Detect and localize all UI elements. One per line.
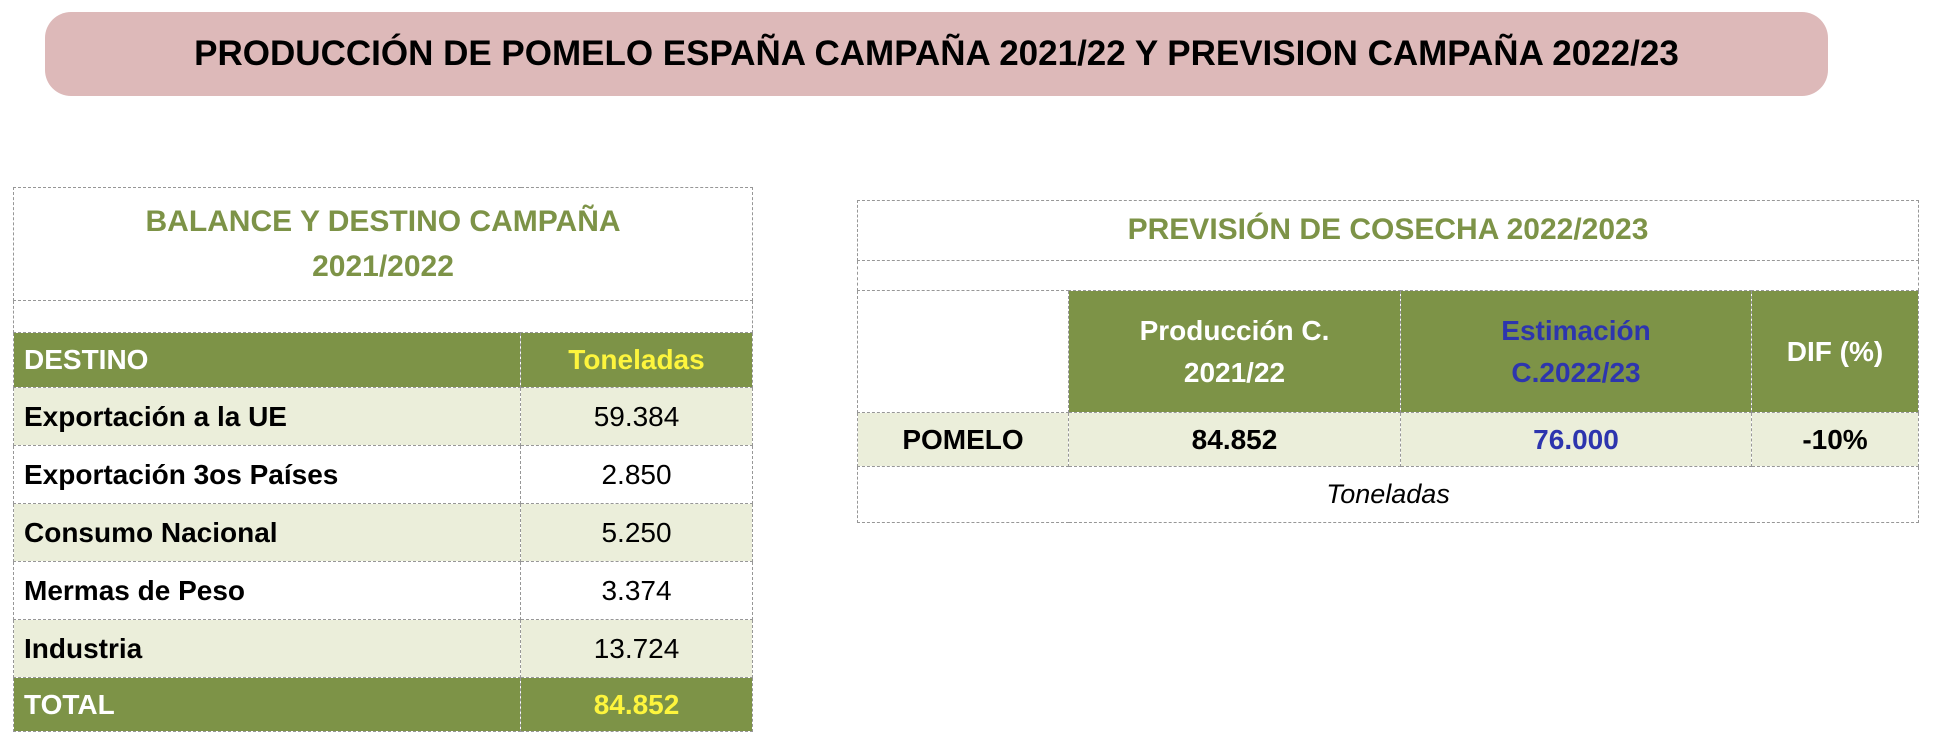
balance-header-row bbox=[14, 333, 753, 388]
row-value: 3.374 bbox=[521, 562, 753, 620]
row-label: Exportación a la UE bbox=[14, 388, 521, 446]
title-banner bbox=[45, 12, 1828, 96]
table-row bbox=[14, 388, 753, 446]
table-row bbox=[14, 620, 753, 678]
col-header-dif: DIF (%) bbox=[1752, 291, 1919, 413]
row-label: Consumo Nacional bbox=[14, 504, 521, 562]
produccion-value: 84.852 bbox=[1069, 413, 1401, 467]
row-label: Mermas de Peso bbox=[14, 562, 521, 620]
forecast-data-row bbox=[858, 413, 1919, 467]
row-value: 13.724 bbox=[521, 620, 753, 678]
total-value: 84.852 bbox=[521, 678, 753, 732]
table-row bbox=[14, 504, 753, 562]
balance-table bbox=[13, 187, 753, 732]
estimacion-header-line1: Estimación bbox=[1501, 314, 1651, 346]
page-title: PRODUCCIÓN DE POMELO ESPAÑA CAMPAÑA 2021/22 Y PREVISION CAMPAÑA 2022/23 bbox=[194, 34, 1679, 73]
col-header-toneladas: Toneladas bbox=[521, 333, 753, 388]
estimacion-value: 76.000 bbox=[1401, 413, 1752, 467]
balance-total-row bbox=[14, 678, 753, 732]
product-label: POMELO bbox=[858, 413, 1069, 467]
estimacion-header-line2: C.2022/23 bbox=[1511, 356, 1641, 388]
forecast-header-row bbox=[858, 291, 1919, 413]
balance-title-line1: BALANCE Y DESTINO CAMPAÑA bbox=[145, 205, 621, 238]
produccion-header-line1: Producción C. bbox=[1139, 314, 1330, 346]
col-header-produccion bbox=[1069, 291, 1401, 413]
forecast-spacer-row bbox=[858, 261, 1919, 291]
forecast-footer-row bbox=[858, 467, 1919, 523]
forecast-title-row bbox=[858, 201, 1919, 261]
balance-spacer-row bbox=[14, 301, 753, 333]
balance-title-row bbox=[14, 188, 753, 301]
col-header-estimacion bbox=[1401, 291, 1752, 413]
forecast-table bbox=[857, 200, 1919, 523]
col-header-blank bbox=[858, 291, 1069, 413]
row-label: Industria bbox=[14, 620, 521, 678]
row-label: Exportación 3os Países bbox=[14, 446, 521, 504]
table-row bbox=[14, 562, 753, 620]
row-value: 5.250 bbox=[521, 504, 753, 562]
produccion-header-line2: 2021/22 bbox=[1183, 356, 1286, 388]
row-value: 59.384 bbox=[521, 388, 753, 446]
units-note: Toneladas bbox=[858, 467, 1919, 523]
col-header-destino: DESTINO bbox=[14, 333, 521, 388]
balance-table-title bbox=[14, 188, 753, 301]
spacer-cell bbox=[14, 301, 753, 333]
dif-value: -10% bbox=[1752, 413, 1919, 467]
forecast-table-title: PREVISIÓN DE COSECHA 2022/2023 bbox=[858, 201, 1919, 261]
spacer-cell bbox=[858, 261, 1919, 291]
total-label: TOTAL bbox=[14, 678, 521, 732]
table-row bbox=[14, 446, 753, 504]
balance-title-line2: 2021/2022 bbox=[312, 250, 454, 283]
row-value: 2.850 bbox=[521, 446, 753, 504]
